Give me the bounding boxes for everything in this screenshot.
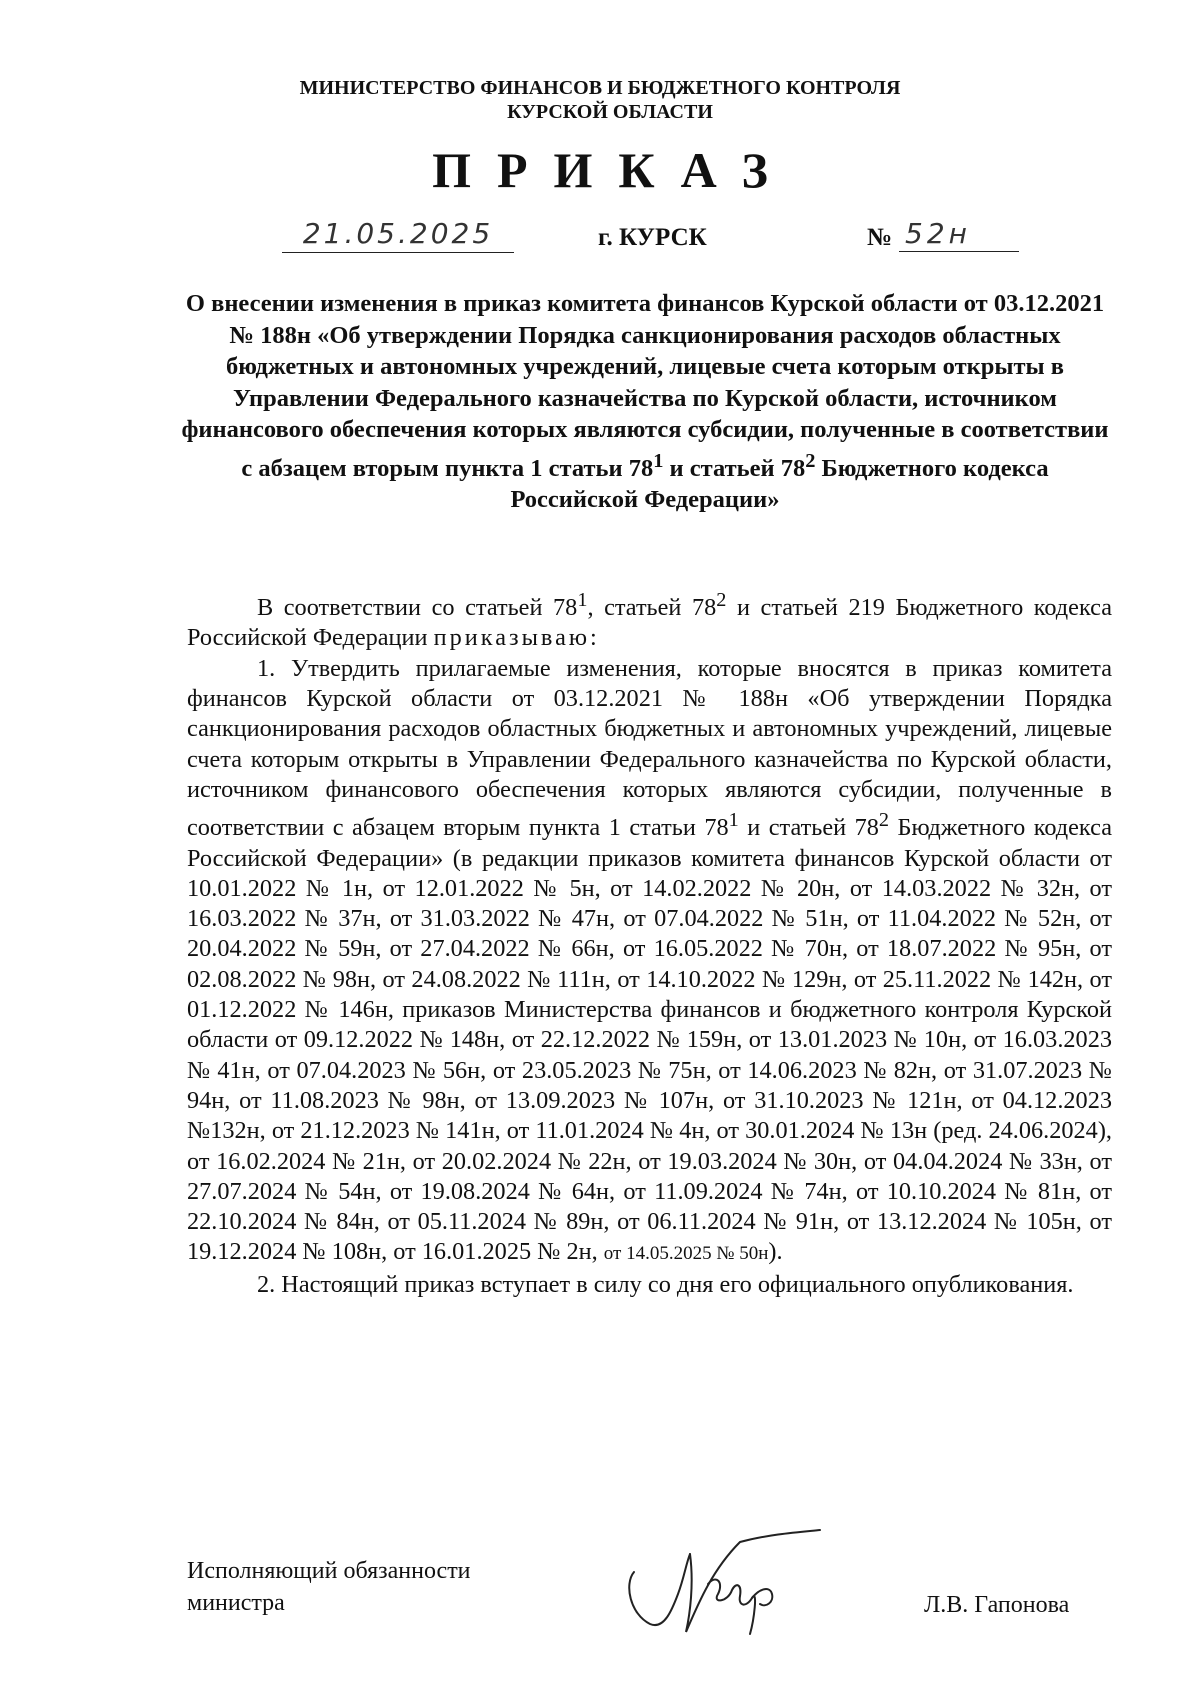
item1-sup-2: 2 bbox=[878, 809, 890, 832]
signature-position bbox=[187, 1555, 471, 1619]
heading-sup-1: 1 bbox=[653, 449, 664, 472]
handwritten-signature bbox=[620, 1524, 830, 1644]
number-label: № bbox=[867, 224, 893, 251]
heading-text-2: и статьей 78 bbox=[663, 454, 806, 482]
city-label: г. КУРСК bbox=[598, 224, 707, 251]
intro-sup-1: 1 bbox=[577, 589, 588, 611]
date-number-line bbox=[0, 218, 1200, 258]
order-word: приказываю: bbox=[433, 624, 600, 652]
heading-sup-2: 2 bbox=[805, 449, 816, 472]
heading-text-3: Бюджетного кодекса Российской Федерации» bbox=[510, 454, 1049, 514]
ministry-name-line2: КУРСКОЙ ОБЛАСТИ bbox=[507, 101, 713, 123]
intro-sup-2: 2 bbox=[716, 589, 727, 611]
signer-name: Л.В. Гапонова bbox=[924, 1592, 1070, 1618]
intro-text-b: , статьей 78 bbox=[587, 594, 717, 622]
intro-text-c: и статьей 219 Бюджетного кодекса Российской Федерации bbox=[187, 594, 1113, 652]
item1-text-b: и статьей 78 bbox=[738, 814, 879, 842]
heading-text-1: О внесении изменения в приказ комитета финансов Курской области от 03.12.2021 № 188н «Об утверждении Порядка санкционирования расходов областных бюджетных и автономных учреждений, лицевые счета которым открыты в Управлении Федерального казначейства по Курской области, источником финансового обеспечения которых являются субсидии, полученные в соответствии с абзацем вторым пункта 1 статьи 78 bbox=[181, 290, 1109, 482]
handwritten-date: 21.05.2025 bbox=[282, 218, 514, 253]
position-line-1: Исполняющий обязанности bbox=[187, 1558, 471, 1584]
ministry-name-line1: МИНИСТЕРСТВО ФИНАНСОВ И БЮДЖЕТНОГО КОНТРОЛЯ bbox=[299, 77, 901, 99]
document-type-title: ПРИКАЗ bbox=[432, 142, 794, 198]
item-1-paragraph bbox=[187, 654, 1112, 1270]
ministry-header bbox=[0, 76, 1200, 124]
intro-text-a: В соответствии со статьей 78 bbox=[257, 594, 578, 622]
position-line-2: министра bbox=[187, 1590, 285, 1616]
item1-end: ). bbox=[768, 1238, 783, 1266]
order-body bbox=[187, 585, 1112, 1300]
intro-paragraph bbox=[187, 585, 1112, 654]
item1-text-c: Бюджетного кодекса Российской Федерации» (в редакции приказов комитета финансов Курской области от 10.01.2022 № 1н, от 12.01.2022 № 5н, от 14.02.2022 № 20н, от 14.03.2022 № 32н, от 16.03.2022 № 37н, от 31.03.2022 № 47н, от 07.04.2022 № 51н, от 11.04.2022 № 52н, от 20.04.2022 № 59н, от 27.04.2022 № 66н, от 16.05.2022 № 70н, от 18.07.2022 № 95н, от 02.08.2022 № 98н, от 24.08.2022 № 111н, от 14.10.2022 № 129н, от 25.11.2022 № 142н, от 01.12.2022 № 146н, приказов Министерства финансов и бюджетного контроля Курской области от 09.12.2022 № 148н, от 22.12.2022 № 159н, от 13.01.2023 № 10н, от 16.03.2023 № 41н, от 07.04.2023 № 56н, от 23.05.2023 № 75н, от 14.06.2023 № 82н, от 31.07.2023 № 94н, от 11.08.2023 № 98н, от 13.09.2023 № 107н, от 31.10.2023 № 121н, от 04.12.2023 №132н, от 21.12.2023 № 141н, от 11.01.2024 № 4н, от 30.01.2024 № 13н (ред. 24.06.2024), от 16.02.2024 № 21н, от 20.02.2024 № 22н, от 19.03.2024 № 30н, от 04.04.2024 № 33н, от 27.07.2024 № 54н, от 19.08.2024 № 64н, от 11.09.2024 № 74н, от 10.10.2024 № 81н, от 22.10.2024 № 84н, от 05.11.2024 № 89н, от 06.11.2024 № 91н, от 13.12.2024 № 105н, от 19.12.2024 № 108н, от 16.01.2025 № 2н, bbox=[187, 814, 1112, 1266]
item1-sup-1: 1 bbox=[728, 809, 739, 832]
handwritten-number: 52н bbox=[899, 218, 1019, 252]
item-2-paragraph: 2. Настоящий приказ вступает в силу со дня его официального опубликования. bbox=[257, 1270, 1074, 1298]
order-heading bbox=[180, 288, 1110, 516]
item1-tail: от 14.05.2025 № 50н bbox=[603, 1243, 769, 1265]
item1-text-a: 1. Утвердить прилагаемые изменения, которые вносятся в приказ комитета финансов Курской области от 03.12.2021 № 188н «Об утверждении Порядка санкционирования расходов областных бюджетных и автономных учреждений, лицевые счета которым открыты в Управлении Федерального казначейства по Курской области, источником финансового обеспечения которых являются субсидии, полученные в соответствии с абзацем вторым пункта 1 статьи 78 bbox=[187, 654, 1112, 842]
